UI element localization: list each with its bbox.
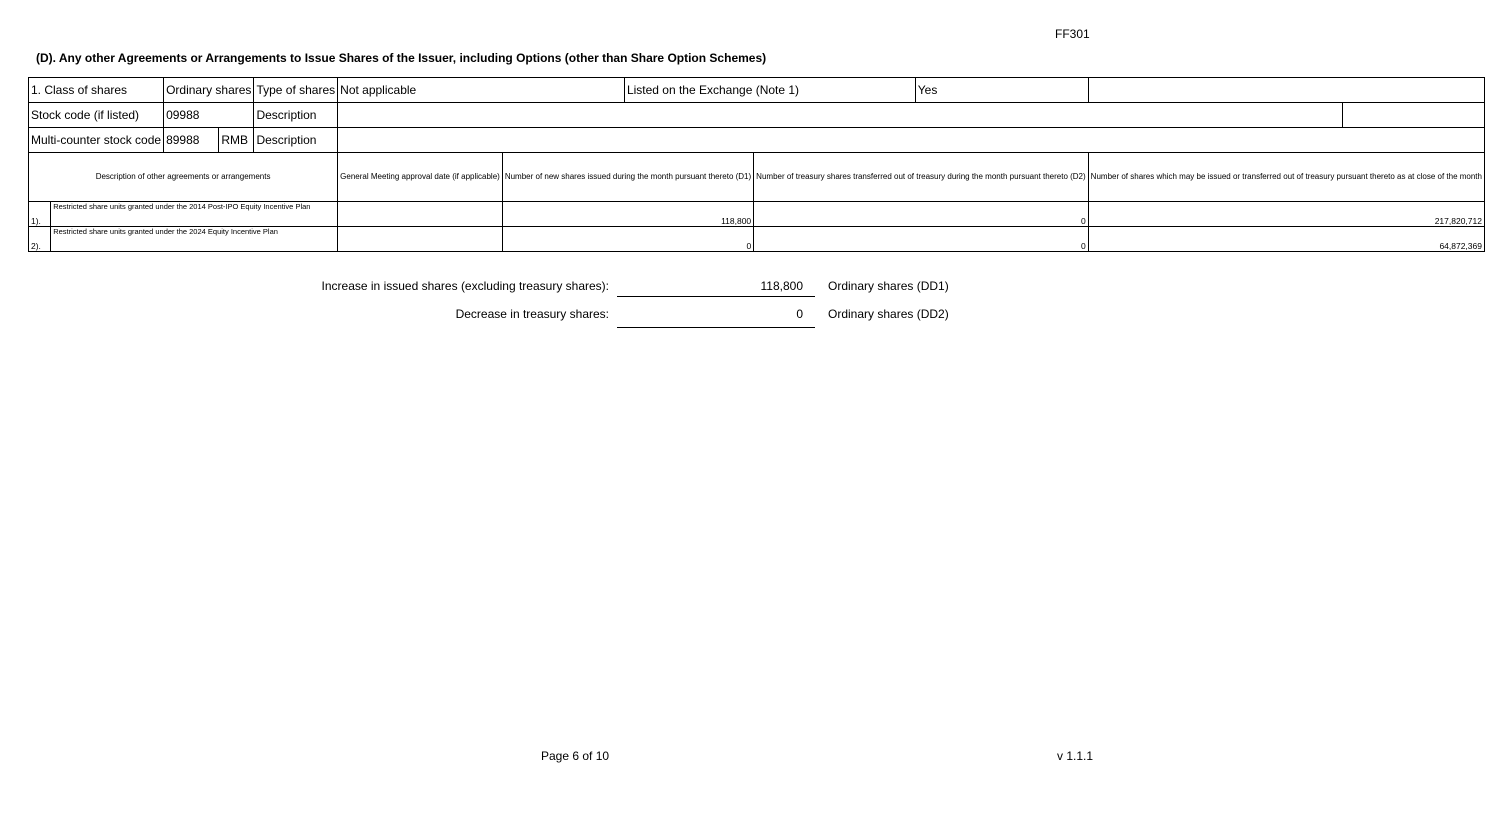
description-label: Description [254, 103, 338, 128]
decrease-value: 0 [796, 307, 803, 321]
form-code: FF301 [1055, 27, 1090, 41]
description-value [338, 103, 1343, 128]
header-new-shares: Number of new shares issued during the month pursuant thereto (D1) [502, 153, 753, 202]
increase-unit: Ordinary shares (DD1) [828, 279, 949, 293]
multi-counter-label: Multi-counter stock code [29, 128, 164, 153]
type-label: Type of shares [254, 78, 338, 103]
decrease-label: Decrease in treasury shares: [455, 307, 609, 321]
version-label: v 1.1.1 [1057, 749, 1094, 763]
page-number: Page 6 of 10 [541, 749, 610, 763]
listed-value: Yes [915, 78, 1088, 103]
decrease-unit: Ordinary shares (DD2) [828, 307, 949, 321]
increase-value: 118,800 [760, 279, 803, 293]
row-may-issue: 217,820,712 [1088, 202, 1484, 227]
row-may-issue: 64,872,369 [1088, 227, 1484, 252]
section-title: (D). Any other Agreements or Arrangements to Issue Shares of the Issuer, including Options (other than Share Option Schemes) [36, 51, 767, 65]
row-gm-date [338, 202, 503, 227]
header-treasury-transferred: Number of treasury shares transferred out of treasury during the month pursuant thereto (D2) [754, 153, 1089, 202]
agreements-table [28, 77, 1485, 252]
description-value [338, 128, 1485, 153]
class-value: Ordinary shares [164, 78, 254, 103]
multi-counter-value: 89988 [164, 128, 219, 153]
stock-code-row [29, 103, 1485, 128]
row-d1: 118,800 [502, 202, 753, 227]
blank-cell [1088, 78, 1484, 103]
row-d2: 0 [754, 227, 1089, 252]
table-row [29, 227, 1485, 252]
table-row [29, 202, 1485, 227]
row-d2: 0 [754, 202, 1089, 227]
row-gm-date [338, 227, 503, 252]
class-of-shares-row [29, 78, 1485, 103]
class-label: 1. Class of shares [29, 78, 164, 103]
stock-code-label: Stock code (if listed) [29, 103, 164, 128]
decrease-underline [617, 327, 815, 328]
header-gm-approval: General Meeting approval date (if applicable) [338, 153, 503, 202]
header-may-be-issued: Number of shares which may be issued or transferred out of treasury pursuant thereto as at close of the month [1088, 153, 1484, 202]
row-index: 1). [29, 202, 51, 227]
type-value: Not applicable [338, 78, 625, 103]
header-description: Description of other agreements or arrangements [29, 153, 338, 202]
multi-counter-row [29, 128, 1485, 153]
currency-label: RMB [219, 128, 254, 153]
row-description: Restricted share units granted under the 2014 Post-IPO Equity Incentive Plan [51, 202, 338, 227]
row-index: 2). [29, 227, 51, 252]
column-header-row [29, 153, 1485, 202]
stock-code-value: 09988 [164, 103, 254, 128]
listed-label: Listed on the Exchange (Note 1) [624, 78, 915, 103]
blank-cell [1342, 103, 1484, 128]
increase-label: Increase in issued shares (excluding treasury shares): [321, 279, 609, 293]
row-description: Restricted share units granted under the 2024 Equity Incentive Plan [51, 227, 338, 252]
description-label: Description [254, 128, 338, 153]
increase-underline [617, 296, 815, 297]
row-d1: 0 [502, 227, 753, 252]
